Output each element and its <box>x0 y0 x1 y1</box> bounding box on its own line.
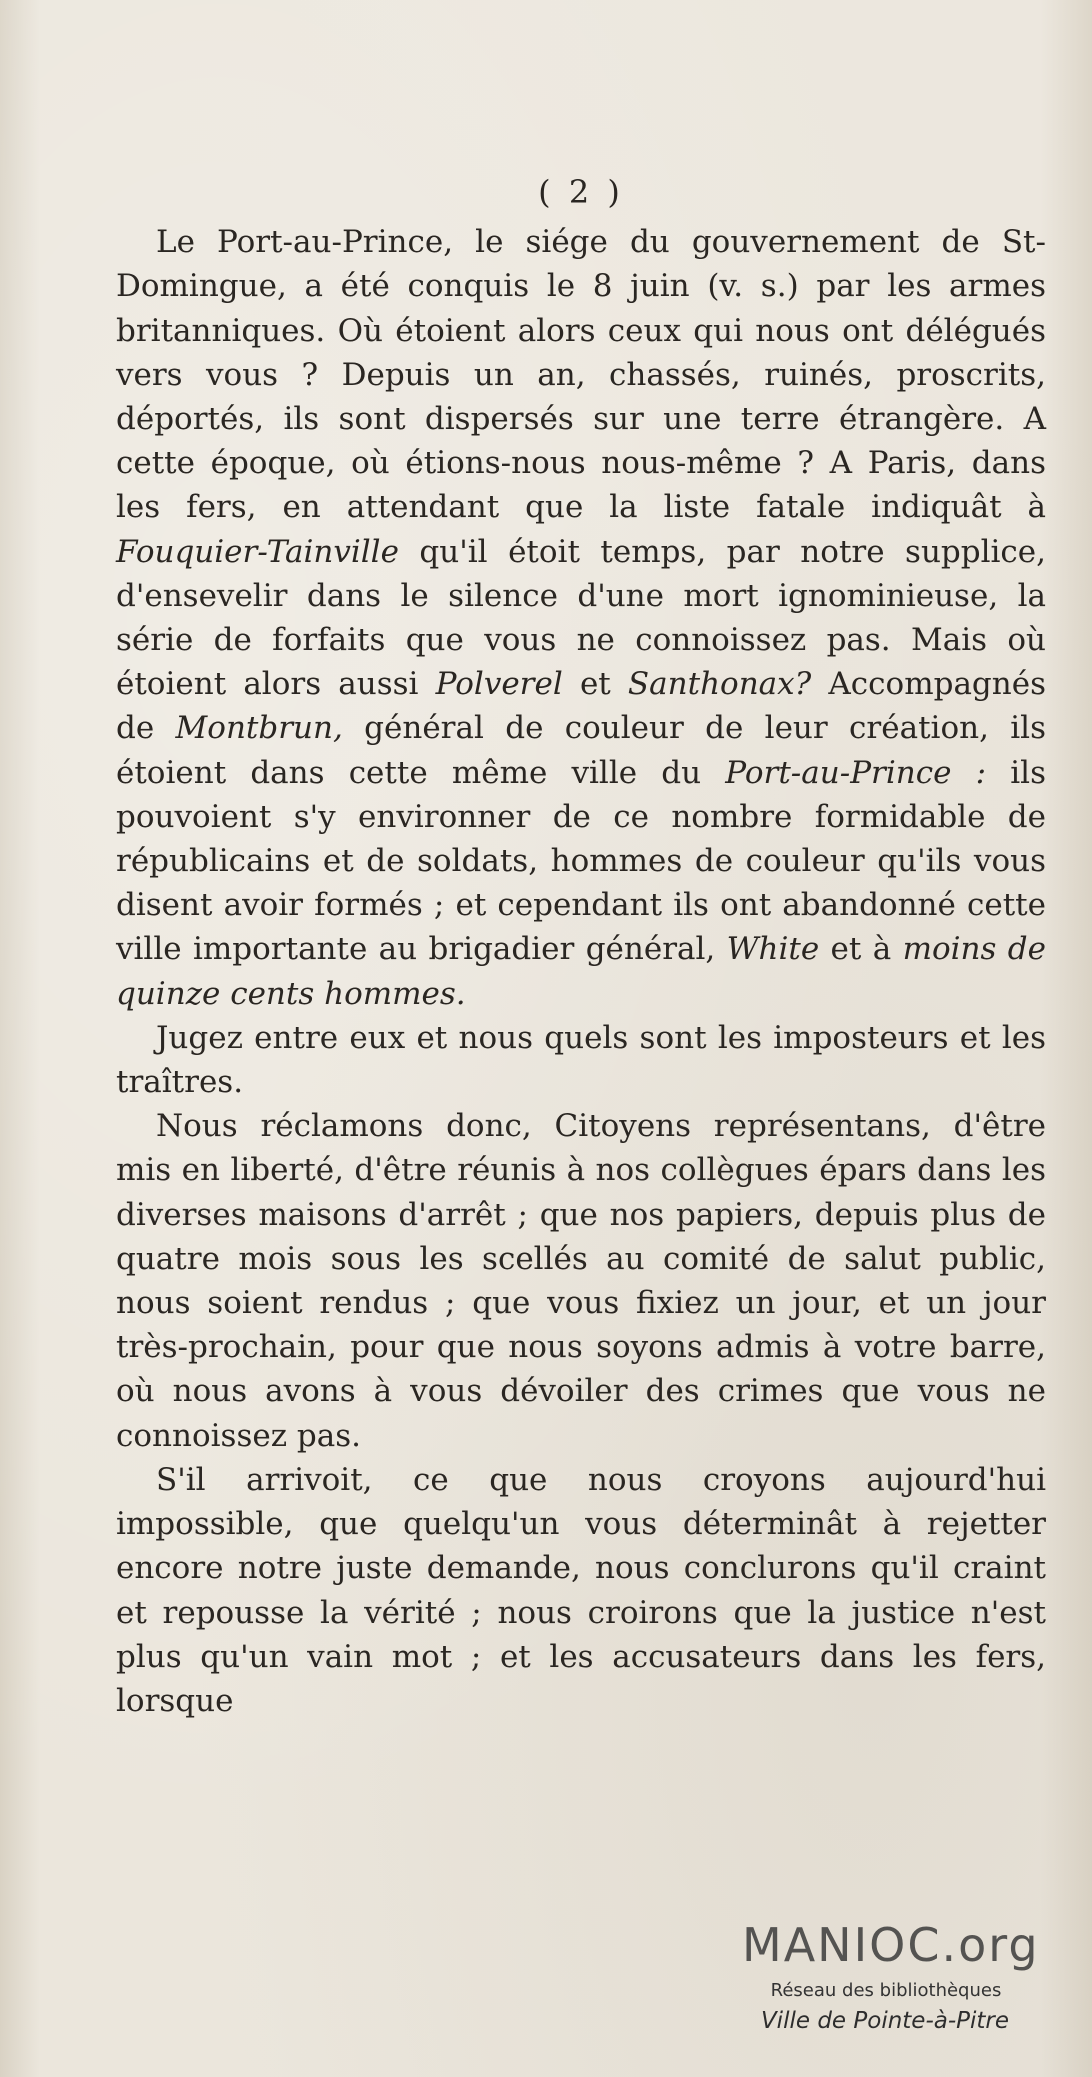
paragraph-3 <box>116 1104 1046 1458</box>
italic-run: Fouquier-Tainville <box>116 533 399 570</box>
text-run: S'il arrivoit, ce que nous croyons aujourd'hui impossible, que quelqu'un vous déterminât à rejetter encore notre juste demande, nous conclurons qu'il craint et repousse la vérité ; nous croirons que la justice n'est plus qu'un vain mot ; et les accusateurs dans les fers, lorsque <box>116 1461 1046 1719</box>
stamp-city-label: Ville de Pointe-à-Pitre <box>760 2008 1010 2034</box>
italic-run: White <box>726 931 820 968</box>
text-run: général de couleur de leur création, ils étoient dans cette même ville du <box>116 710 1047 791</box>
text-run: Le Port-au-Prince, le siége du gouvernement de St-Domingue, a été conquis le 8 juin (v. s.) par les armes britanniques. Où étoient alors ceux qui nous ont délégués vers vous ? Depuis un an, chassés, ruinés, proscrits, déportés, ils sont dispersés sur une terre étrangère. A cette époque, où étions-nous nous-même ? A Paris, dans les fers, en attendant que la liste fatale indiquât à <box>116 224 1046 526</box>
text-run: ils pouvoient s'y environner de ce nombre formidable de républicains et de soldats, hommes de couleur qu'ils vous disent avoir formés ; et cependant ils ont abandonné cette ville importante au brigadier général, <box>116 754 1046 968</box>
paragraph-1 <box>116 220 1046 1016</box>
stamp-network-label: Réseau des bibliothèques <box>770 1980 1002 2001</box>
text-run: et <box>562 666 628 703</box>
text-run: Accompagnés de <box>116 666 1046 747</box>
italic-run: Montbrun, <box>175 710 343 747</box>
italic-run: Port-au-Prince : <box>725 754 987 791</box>
text-run: Nous réclamons donc, Citoyens représentans, d'être mis en liberté, d'être réunis à nos collègues épars dans les diverses maisons d'arrêt ; que nos papiers, depuis plus de quatre mois sous les scellés au comité de salut public, nous soient rendus ; que vous fixiez un jour, et un jour très-prochain, pour que nous soyons admis à votre barre, où nous avons à vous dévoiler des crimes que vous ne connoissez pas. <box>116 1108 1046 1454</box>
italic-run: Santhonax? <box>627 666 812 703</box>
page-text <box>116 170 1046 1723</box>
paragraph-2 <box>116 1016 1046 1104</box>
italic-run: moins de quinze cents hommes. <box>116 931 1046 1012</box>
text-run: et à <box>819 931 903 968</box>
page-number: ( 2 ) <box>538 173 624 211</box>
italic-run: Polverel <box>435 666 563 703</box>
manioc-logo: MANIOC.org <box>742 1918 1040 1972</box>
text-run: Jugez entre eux et nous quels sont les imposteurs et les traîtres. <box>116 1019 1046 1101</box>
library-stamp <box>722 1918 1062 2038</box>
text-run: qu'il étoit temps, par notre supplice, d'ensevelir dans le silence d'une mort ignominieuse, la série de forfaits que vous ne connoissez pas. Mais où étoient alors aussi <box>116 533 1046 703</box>
paragraph-4 <box>116 1458 1046 1723</box>
